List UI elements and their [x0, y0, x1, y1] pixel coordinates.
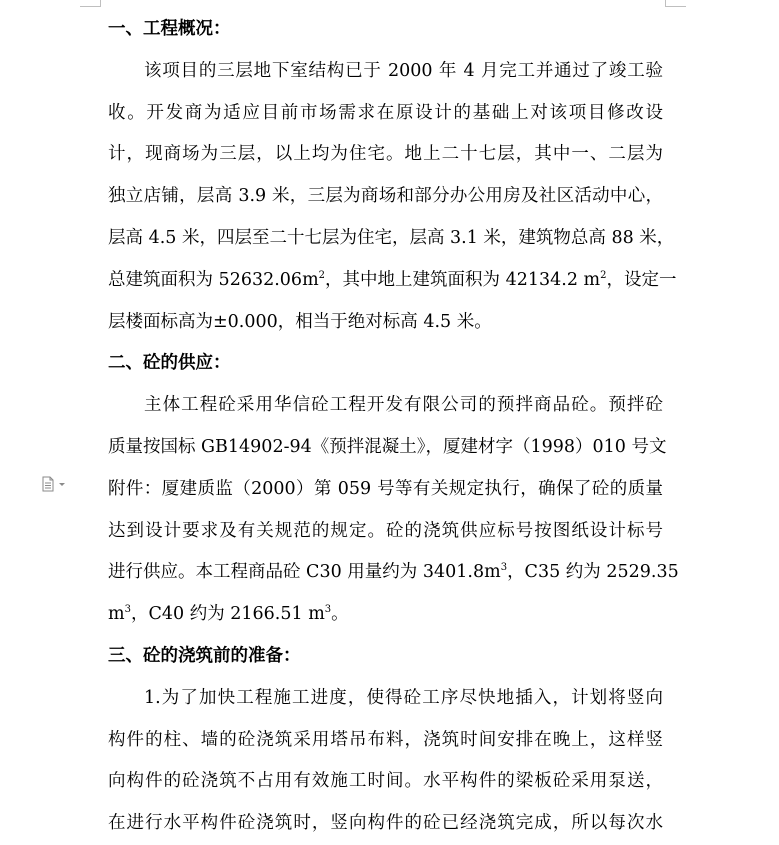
paragraph-line: 在进行水平构件砼浇筑时，竖向构件的砼已经浇筑完成，所以每次水 — [108, 813, 663, 834]
document-body — [108, 9, 679, 845]
text-run: ，其中地上建筑面积为 42134.2 m — [325, 269, 601, 290]
paragraph-line — [108, 552, 679, 594]
paragraph-line: 收。开发商为适应目前市场需求在原设计的基础上对该项目修改设 — [108, 102, 663, 123]
text-run: 进行供应。本工程商品砼 C30 用量约为 3401.8m — [108, 562, 501, 583]
paragraph-line — [108, 260, 677, 302]
paragraph-line: 计，现商场为三层，以上均为住宅。地上二十七层，其中一、二层为 — [108, 144, 663, 165]
paragraph-line: 构件的柱、墙的砼浇筑采用塔吊布料，浇筑时间安排在晚上，这样竖 — [108, 729, 663, 750]
paragraph-line: 层楼面标高为±0.000，相当于绝对标高 4.5 米。 — [108, 311, 492, 332]
superscript: 3 — [500, 562, 508, 574]
paragraph-line: 质量按国标 GB14902-94《预拌混凝土》，厦建材字（1998）010 号文 — [108, 436, 667, 457]
paragraph-line: 向构件的砼浇筑不占用有效施工时间。水平构件的梁板砼采用泵送， — [108, 771, 663, 792]
paragraph-line: 层高 4.5 米，四层至二十七层为住宅，层高 3.1 米，建筑物总高 88 米， — [108, 227, 675, 248]
superscript: 2 — [318, 269, 326, 281]
paragraph-line: 达到设计要求及有关规范的规定。砼的浇筑供应标号按图纸设计标号 — [108, 520, 663, 541]
paragraph-line — [108, 594, 663, 636]
superscript: 3 — [324, 604, 332, 616]
paragraph-line: 主体工程砼采用华信砼工程开发有限公司的预拌商品砼。预拌砼 — [144, 395, 663, 416]
paragraph-line: 该项目的三层地下室结构已于 2000 年 4 月完工并通过了竣工验 — [144, 60, 663, 81]
text-run: ，C40 约为 2166.51 m — [130, 604, 325, 625]
text-run: ，设定一 — [606, 269, 677, 290]
text-run: 总建筑面积为 52632.06m — [108, 269, 319, 290]
crop-mark-top-left — [80, 0, 101, 7]
text-run: m — [108, 604, 125, 625]
section-heading: 一、工程概况： — [108, 19, 231, 39]
paragraph-options-icon[interactable] — [40, 476, 70, 492]
superscript: 3 — [124, 604, 131, 616]
section-heading: 三、砼的浇筑前的准备： — [108, 645, 301, 666]
paragraph-line: 1.为了加快工程施工进度，使得砼工序尽快地插入，计划将竖向 — [144, 687, 663, 708]
paragraph-line: 附件：厦建质监（2000）第 059 号等有关规定执行，确保了砼的质量 — [108, 478, 663, 499]
crop-mark-top-right — [665, 0, 686, 7]
section-heading: 二、砼的供应： — [108, 353, 231, 374]
paragraph-line: 独立店铺，层高 3.9 米，三层为商场和部分办公用房及社区活动中心， — [108, 186, 663, 207]
text-run: 。 — [331, 604, 349, 625]
text-run: ，C35 约为 2529.35 — [507, 562, 679, 583]
superscript: 2 — [600, 269, 607, 281]
